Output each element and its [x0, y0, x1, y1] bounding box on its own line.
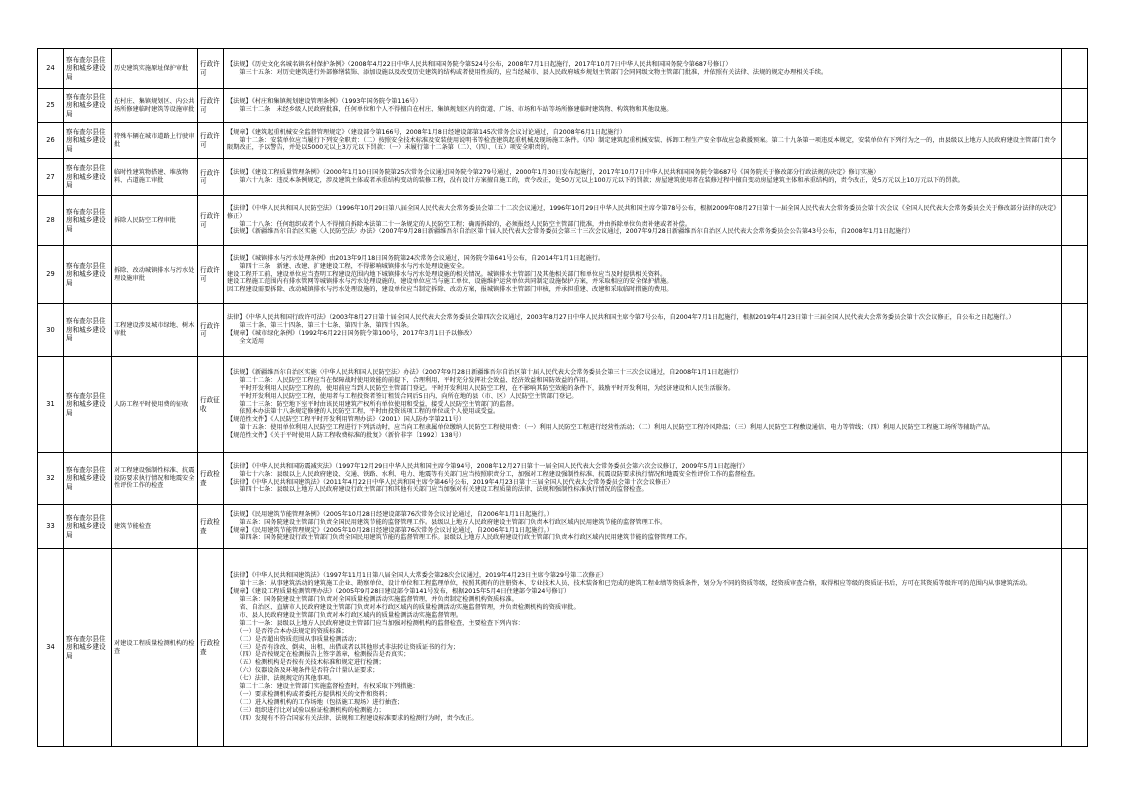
remark-cell	[1062, 505, 1088, 549]
item-type-cell: 行政许可	[198, 49, 224, 89]
legal-basis-line: 【法规】《村庄和集镇规划建设管理条例》（1993年国务院令第116号）	[227, 97, 422, 105]
item-type-cell: 行政征收	[198, 357, 224, 453]
legal-basis-line: 【规章】《城市绿化条例》（1992年6月22日国务院令第100号，2017年3月1日予以修改）	[227, 330, 476, 337]
legal-basis-line: 【法律】《中华人民共和国建筑法》（1997年11月1日第八届全国人大常委会第28次会议通过，2019年4月23日主席令第29号第二次修正）	[227, 572, 608, 580]
table-row	[38, 89, 1088, 123]
legal-basis-line: 【规范性文件】《人民防空工程平时开发利用管理办法》（2001）国人防办字第211号）	[227, 416, 465, 424]
legal-basis-cell	[224, 453, 1062, 505]
legal-basis-line: 【法律】《中华人民共和国建筑法》（2011年4月22日中华人民共和国主席令第46号公布，2019年4月23日第十三届全国人民代表大会常务委员会第十次会议修正）	[227, 478, 674, 486]
legal-basis-line: 第二十二条：建设主管部门实施监督检查时，有权采取下列措施：	[227, 683, 419, 691]
legal-basis-line: 【法规】《民用建筑节能管理条例》（2005年10月28日经建设部第76次常务会议讨论通过，自2006年1月1日起施行。）	[227, 510, 553, 518]
legal-basis-line: 【法规】《新疆维吾尔自治区实施〈人民防空法〉办法》（2007年9月28日新疆维吾尔自治区第十届人民代表大会常务委员会第三十三次会议通过，2007年9月28日新疆维吾尔自治区人民代表大会常务委员会公告第43号公布，自2008年1月1日起施行）	[227, 228, 914, 236]
legal-basis-line: 第三十二条 未经乡级人民政府批准，任何单位和个人不得擅自在村庄、集镇规划区内的街道、广场、市场和车站等场所修建临时建筑物、构筑物和其他设施。	[227, 105, 673, 113]
item-name-cell: 特殊车辆在城市道路上行驶审批	[112, 123, 198, 159]
item-type-cell: 行政检查	[198, 453, 224, 505]
legal-basis-line: （三）是否有涂改、倒卖、出租、出借或者以其他形式非法转让资质证书的行为；	[227, 643, 460, 651]
table-body	[38, 49, 1088, 747]
table-row	[38, 453, 1088, 505]
table-row	[38, 505, 1088, 549]
row-number: 29	[38, 246, 64, 304]
department-cell: 察布查尔县住房和城乡建设局	[64, 123, 112, 159]
legal-basis-line: 第二十三条：防空地下室平时由该民用建筑产权所有单位使用和受益，接受人民防空主管部门的监督。	[227, 400, 518, 408]
item-name-cell: 拆除、改动城镇排水与污水处理设施审批	[112, 246, 198, 304]
row-number: 30	[38, 304, 64, 357]
department-cell: 察布查尔县住房和城乡建设局	[64, 246, 112, 304]
department-cell: 察布查尔县住房和城乡建设局	[64, 505, 112, 549]
department-cell: 察布查尔县住房和城乡建设局	[64, 453, 112, 505]
item-name-cell: 对建设工程质量检测机构的检查	[112, 549, 198, 747]
legal-basis-cell	[224, 304, 1062, 357]
legal-basis-line: 第四条：国务院建设行政主管部门负责全国民用建筑节能的监督管理工作。县级以上地方人民政府建设行政主管部门负责本行政区域内民用建筑节能的监督管理工作。	[227, 534, 692, 542]
remark-cell	[1062, 49, 1088, 89]
row-number: 26	[38, 123, 64, 159]
legal-basis-line: 第十三条：从事建筑活动的建筑施工企业、勘察单位、设计单位和工程监理单位，按照其拥有的注册资本、专业技术人员、技术装备和已完成的建筑工程业绩等资质条件，划分为不同的资质等级，经资质审查合格，取得相应等级的资质证书后，方可在其资质等级许可的范围内从事建筑活动。	[227, 580, 1032, 588]
item-name-cell: 拆除人民防空工程审批	[112, 196, 198, 246]
row-number: 31	[38, 357, 64, 453]
legal-basis-line: 第十二条：安装单位应当履行下列安全职责：（二）按照安全技术标准及安装使用说明书等检查建筑起重机械及现场施工条件。（四）制定建筑起重机械安装、拆卸工程生产安全事故应急救援预案。第二十九条第一项违反本规定，安装单位有下列行为之一的，由县级以上地方人民政府建设主管部门责令限期改正，予以警告，并处以5000元以上3万元以下罚款：（一）未履行第十二条第（二）、（四）、（五）项安全职责的。	[227, 136, 1057, 152]
remark-cell	[1062, 549, 1088, 747]
remark-cell	[1062, 453, 1088, 505]
legal-basis-line: 【规章】《民用建筑节能管理规定》（2005年10月28日经建设部第76次常务会议讨论通过，自2006年1月1日起施行。）	[227, 526, 553, 534]
legal-basis-line: 第二十二条：人民防空工程应当在保障战时使用效能的前提下，合理利用，平时充分发挥社会效益、经济效益和国防效益的作用。	[227, 376, 593, 384]
legal-basis-line: 第三十条、第三十四条、第三十七条、第四十条、第四十四条。	[227, 322, 413, 330]
legal-basis-line: （一）要求检测机构或者委托方提供相关的文件和资料；	[227, 691, 391, 699]
legal-basis-line: 【法规】《建设工程质量管理条例》（2000年1月10日国务院第25次常务会议通过国务院令第279号通过，2000年1月30日发布起施行，2017年10月7日中华人民共和国国务院令第687号《国务院关于修改部分行政法规的决定》修订实施）	[227, 169, 880, 177]
legal-basis-line: 建设工程施工范围内有排水管网等城镇排水与污水处理设施的，建设单位应当与施工单位、设施维护运营单位共同制定设施保护方案，并采取相应的安全保护措施。	[227, 278, 673, 286]
legal-basis-line: （一）是否符合本办法规定的资质标准；	[227, 627, 348, 635]
item-name-cell: 历史建筑实施原址保护审批	[112, 49, 198, 89]
legal-basis-line: 市、县人民政府建设主管部门负责对本行政区域内的质量检测活动实施监督管理。	[227, 611, 463, 619]
legal-basis-line: （四）发现有不符合国家有关法律、法规和工程建设标准要求的检测行为时，责令改正。	[227, 714, 478, 722]
legal-basis-line: 【法律】《中华人民共和国防震减灾法》（1997年12月29日中华人民共和国主席令第94号，2008年12月27日第十一届全国人民代表大会常务委员会第六次会议修订，2009年5月1日起施行）	[227, 462, 749, 470]
legal-basis-cell	[224, 196, 1062, 246]
legal-basis-cell	[224, 357, 1062, 453]
item-type-cell: 行政许可	[198, 304, 224, 357]
department-cell: 察布查尔县住房和城乡建设局	[64, 89, 112, 123]
legal-basis-cell	[224, 549, 1062, 747]
department-cell: 察布查尔县住房和城乡建设局	[64, 159, 112, 196]
legal-basis-cell	[224, 123, 1062, 159]
legal-basis-line: 第十五条：使用单位利用人民防空工程进行下列活动时，应当向工程隶属单位缴纳人民防空工程使用费：（一）利用人民防空工程进行经营性活动；（二）利用人民防空工程冷风降温；（三）利用人民防空工程敷设通信、电力等管线；（四）利用人民防空工程施工场所等辅助产品。	[227, 424, 995, 432]
legal-basis-cell	[224, 246, 1062, 304]
row-number: 24	[38, 49, 64, 89]
legal-basis-cell	[224, 159, 1062, 196]
legal-basis-line: 【规章】《建设工程质量检测管理办法》（2005年9月28日建设部令第141号发布，根据2015年5月4日住建部令第24号修订）	[227, 587, 571, 595]
item-name-cell: 工程建设涉及城市绿地、树木审批	[112, 304, 198, 357]
department-cell: 察布查尔县住房和城乡建设局	[64, 304, 112, 357]
legal-basis-line: 第五条：国务院建设主管部门负责全国民用建筑节能的监督管理工作。县级以上地方人民政府建设主管部门负责本行政区域内民用建筑节能的监督管理工作。	[227, 518, 667, 526]
row-number: 32	[38, 453, 64, 505]
item-type-cell: 行政检查	[198, 549, 224, 747]
legal-basis-line: 第七十六条：县级以上人民政府建设、交通、铁路、水利、电力、地震等有关部门应当按照职责分工，加强对工程建设强制性标准、抗震设防要求执行情况和地震安全性评价工作的监督检查。	[227, 470, 760, 478]
row-number: 34	[38, 549, 64, 747]
legal-basis-line: 第六十九条：违反本条例规定，涉及建筑主体或者承重结构变动的装修工程，没有设计方案擅自施工的，责令改正，处50万元以上100万元以下的罚款；房屋建筑使用者在装修过程中擅自变动房屋建筑主体和承重结构的，责令改正，处5万元以上10万元以下的罚款。	[227, 177, 964, 184]
remark-cell	[1062, 123, 1088, 159]
legal-basis-line: 省、自治区、直辖市人民政府建设主管部门负责对本行政区域内的质量检测活动实施监督管理，并负责检测机构的资质审批。	[227, 603, 580, 611]
item-type-cell: 行政许可	[198, 246, 224, 304]
item-name-cell: 建筑节能检查	[112, 505, 198, 549]
legal-basis-line: 【规章】《建筑起重机械安全监督管理规定》（建设部令第166号，2008年1月8日经建设部第145次常务会议讨论通过，自2008年6月1日起施行）	[227, 128, 626, 136]
row-number: 27	[38, 159, 64, 196]
legal-basis-line: 【规范性文件】《关于平时使用人防工程收费标准的批复》（新价非字〔1992〕138号）	[227, 432, 465, 440]
legal-basis-line: 平时开发利用人民防空工程的，使用前应当到人民防空主管部门登记。平时开发利用人民防空工程，在不影响其防空效能的条件下，鼓励平时开发利用，为经济建设和人民生活服务。	[227, 384, 735, 392]
item-name-cell: 临时性建筑物搭建、堆放物料、占道施工审批	[112, 159, 198, 196]
table-row	[38, 246, 1088, 304]
item-type-cell: 行政许可	[198, 159, 224, 196]
legal-basis-line: 第三十五条：对历史建筑进行外部修缮装饰、添加设施以及改变历史建筑的结构或者使用性质的，应当经城市、县人民政府城乡规划主管部门会同同级文物主管部门批准，并依照有关法律、法规的规定办理相关手续。	[227, 68, 828, 76]
department-cell: 察布查尔县住房和城乡建设局	[64, 49, 112, 89]
legal-basis-line: 第二十一条：县级以上地方人民政府建设主管部门应当加强对检测机构的监督检查，主要检查下列内容：	[227, 619, 524, 627]
legal-basis-line: 【法规】《新疆维吾尔自治区实施〈中华人民共和国人民防空法〉办法》（2007年9月28日新疆维吾尔自治区第十届人民代表大会常务委员会第三十三次会议通过，自2008年1月1日起施行）	[227, 368, 743, 376]
legal-basis-line: 平时开发利用人民防空工程，使用者与工程投资者签订租赁合同后5日内，向所在地的县（市、区）人民防空主管部门登记。	[227, 392, 578, 400]
item-type-cell: 行政检查	[198, 505, 224, 549]
legal-basis-line: （三）组织进行比对试验以验证检测机构的检测能力；	[227, 707, 385, 715]
department-cell: 察布查尔县住房和城乡建设局	[64, 549, 112, 747]
legal-basis-line: 全文适用	[227, 337, 265, 345]
legal-basis-line: （五）检测机构是否按有关技术标准和规定进行检测；	[227, 659, 385, 667]
legal-basis-line: 建设工程开工前，建设单位应当查明工程建设范围内地下城镇排水与污水处理设施的相关情况。城镇排水主管部门及其他相关部门和单位应当及时提供相关资料。	[227, 270, 667, 278]
legal-basis-line: 第四十三条 新建、改建、扩建建设工程，不得影响城镇排水与污水处理设施安全。	[227, 262, 469, 270]
legal-basis-line: 第四十七条：县级以上地方人民政府建设行政主管部门和其他有关部门应当加强对有关建设工程质量的法律、法规和强制性标准执行情况的监督检查。	[227, 486, 648, 494]
table-row	[38, 49, 1088, 89]
table-row	[38, 357, 1088, 453]
legal-basis-line: （二）是否超出资质范围从事质量检测活动；	[227, 635, 361, 643]
item-type-cell: 行政许可	[198, 123, 224, 159]
table-row	[38, 304, 1088, 357]
table-row	[38, 196, 1088, 246]
department-cell: 察布查尔县住房和城乡建设局	[64, 196, 112, 246]
legal-basis-line: 【法规】《城镇排水与污水处理条例》由2013年9月18日国务院第24次常务会议通过，国务院令第641号公布，自2014年1月1日起施行。	[227, 254, 605, 262]
legal-basis-line: 法律】《中华人民共和国行政许可法》（2003年8月27日第十届全国人民代表大会常务委员会第四次会议通过，2003年8月27日中华人民共和国主席令第7号公布，自2004年7月1日起施行，根据2019年4月23日第十三届全国人民代表大会常务委员会第十次会议修正，自公布之日起施行。）	[227, 314, 1015, 322]
legal-basis-line: 第二十八条：任何组织或者个人不得擅自拆除本法第二十一条规定的人民防空工程；确需拆除的，必须报经人民防空主管部门批准，并由拆除单位负责补建或者补偿。	[227, 220, 692, 228]
table-row	[38, 549, 1088, 747]
item-type-cell: 行政许可	[198, 89, 224, 123]
table-row	[38, 159, 1088, 196]
legal-basis-cell	[224, 505, 1062, 549]
legal-basis-cell	[224, 49, 1062, 89]
legal-basis-line: （二）进入检测机构的工作场地（包括施工现场）进行抽查；	[227, 699, 404, 707]
legal-basis-line: （六）仪器设备及环境条件是否符合计量认证要求；	[227, 667, 379, 675]
permission-list-table	[37, 48, 1088, 747]
row-number: 28	[38, 196, 64, 246]
row-number: 33	[38, 505, 64, 549]
remark-cell	[1062, 89, 1088, 123]
item-name-cell: 在村庄、集镇规划区、内公共场所修建临时建筑等设施审批	[112, 89, 198, 123]
legal-basis-line: （七）法律、法规规定的其他事项。	[227, 675, 336, 683]
table-row	[38, 123, 1088, 159]
legal-basis-line: 【法规】《历史文化名城名镇名村保护条例》（2008年4月22日中华人民共和国国务院令第524号公布，2008年7月1日起施行，2017年10月7日中华人民共和国国务院令第687号修订）	[227, 60, 732, 68]
remark-cell	[1062, 357, 1088, 453]
remark-cell	[1062, 304, 1088, 357]
item-type-cell: 行政许可	[198, 196, 224, 246]
item-name-cell: 对工程建设强制性标准、抗震设防要求执行情况和地震安全性评价工作的检查	[112, 453, 198, 505]
remark-cell	[1062, 159, 1088, 196]
row-number: 25	[38, 89, 64, 123]
item-name-cell: 人防工程平时使用费的征收	[112, 357, 198, 453]
remark-cell	[1062, 196, 1088, 246]
remark-cell	[1062, 246, 1088, 304]
legal-basis-cell	[224, 89, 1062, 123]
legal-basis-line: 第三条：国务院建设主管部门负责对全国质量检测活动实施监督管理，并负责制定检测机构资质标准。	[227, 595, 518, 603]
legal-basis-line: 因工程建设需要拆除、改动城镇排水与污水处理设施的，建设单位应当制定拆除、改动方案，报城镇排水主管部门审核，并承担重建、改建和采取临时措施的费用。	[227, 286, 673, 294]
department-cell: 察布查尔县住房和城乡建设局	[64, 357, 112, 453]
legal-basis-line: （四）是否按规定在检测报告上签字盖章，检测报告是否真实；	[227, 651, 410, 659]
legal-basis-line: 依照本办法第十八条规定修建的人民防空工程，平时由投资该项工程的单位或个人使用或受益。	[227, 408, 500, 416]
legal-basis-line: 【法律】《中华人民共和国人民防空法》（1996年10月29日第八届全国人民代表大会常务委员会第二十二次会议通过，1996年10月29日中华人民共和国主席令第78号公布，根据2009年08月27日第十一届全国人民代表大会常务委员会第十次会议《全国人民代表大会常务委员会关于修改部分法律的决定》修正）	[227, 204, 1057, 220]
